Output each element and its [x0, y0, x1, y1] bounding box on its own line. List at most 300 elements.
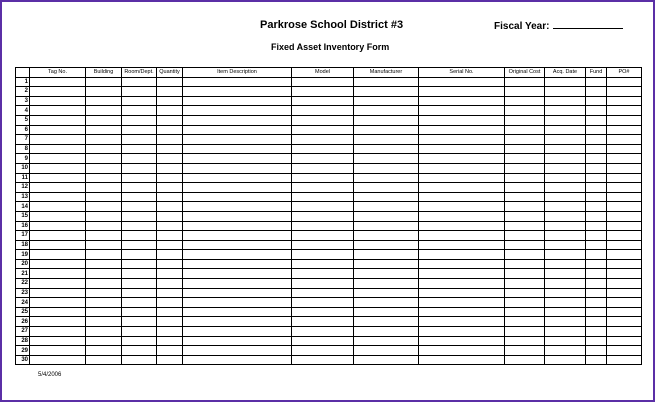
table-cell[interactable]: [86, 317, 122, 327]
table-cell[interactable]: [292, 317, 354, 327]
table-cell[interactable]: [183, 173, 292, 183]
table-cell[interactable]: [86, 336, 122, 346]
table-cell[interactable]: [86, 135, 122, 145]
table-cell[interactable]: [545, 211, 586, 221]
table-cell[interactable]: [157, 173, 183, 183]
table-cell[interactable]: [354, 327, 419, 337]
table-cell[interactable]: [157, 211, 183, 221]
table-cell[interactable]: [183, 125, 292, 135]
table-cell[interactable]: [354, 298, 419, 308]
table-cell[interactable]: [183, 298, 292, 308]
table-cell[interactable]: [419, 163, 505, 173]
table-cell[interactable]: [545, 317, 586, 327]
table-cell[interactable]: [292, 163, 354, 173]
table-cell[interactable]: [607, 317, 642, 327]
table-cell[interactable]: [419, 279, 505, 289]
table-cell[interactable]: [419, 87, 505, 97]
table-cell[interactable]: [505, 154, 545, 164]
table-cell[interactable]: [607, 202, 642, 212]
table-cell[interactable]: [30, 211, 86, 221]
table-cell[interactable]: [122, 173, 157, 183]
table-cell[interactable]: [505, 106, 545, 116]
table-cell[interactable]: [607, 288, 642, 298]
table-cell[interactable]: [122, 221, 157, 231]
table-cell[interactable]: [183, 87, 292, 97]
table-cell[interactable]: [545, 115, 586, 125]
table-cell[interactable]: [354, 135, 419, 145]
table-cell[interactable]: [122, 298, 157, 308]
table-cell[interactable]: [607, 298, 642, 308]
table-cell[interactable]: [505, 115, 545, 125]
table-cell[interactable]: [354, 231, 419, 241]
table-cell[interactable]: [419, 135, 505, 145]
table-cell[interactable]: [545, 202, 586, 212]
table-cell[interactable]: [607, 87, 642, 97]
table-cell[interactable]: [545, 240, 586, 250]
table-cell[interactable]: [419, 183, 505, 193]
table-cell[interactable]: [505, 183, 545, 193]
table-cell[interactable]: [607, 240, 642, 250]
table-cell[interactable]: [419, 154, 505, 164]
table-cell[interactable]: [607, 192, 642, 202]
table-cell[interactable]: [86, 211, 122, 221]
table-cell[interactable]: [157, 327, 183, 337]
table-cell[interactable]: [607, 96, 642, 106]
table-cell[interactable]: [292, 298, 354, 308]
table-cell[interactable]: [505, 231, 545, 241]
table-cell[interactable]: [586, 259, 607, 269]
table-cell[interactable]: [419, 336, 505, 346]
table-cell[interactable]: [157, 240, 183, 250]
table-cell[interactable]: [354, 279, 419, 289]
table-cell[interactable]: [586, 231, 607, 241]
table-cell[interactable]: [157, 355, 183, 365]
table-cell[interactable]: [419, 259, 505, 269]
table-cell[interactable]: [419, 250, 505, 260]
table-cell[interactable]: [586, 269, 607, 279]
table-cell[interactable]: [354, 346, 419, 356]
table-cell[interactable]: [545, 154, 586, 164]
table-cell[interactable]: [354, 336, 419, 346]
table-cell[interactable]: [183, 135, 292, 145]
table-cell[interactable]: [157, 106, 183, 116]
table-cell[interactable]: [586, 96, 607, 106]
table-cell[interactable]: [586, 327, 607, 337]
table-cell[interactable]: [292, 183, 354, 193]
table-cell[interactable]: [157, 231, 183, 241]
table-cell[interactable]: [183, 106, 292, 116]
table-cell[interactable]: [419, 327, 505, 337]
table-cell[interactable]: [157, 163, 183, 173]
table-cell[interactable]: [122, 259, 157, 269]
table-cell[interactable]: [505, 211, 545, 221]
table-cell[interactable]: [122, 154, 157, 164]
table-cell[interactable]: [30, 192, 86, 202]
table-cell[interactable]: [545, 221, 586, 231]
table-cell[interactable]: [30, 77, 86, 87]
table-cell[interactable]: [586, 288, 607, 298]
table-cell[interactable]: [505, 87, 545, 97]
table-cell[interactable]: [157, 135, 183, 145]
table-cell[interactable]: [183, 183, 292, 193]
table-cell[interactable]: [505, 250, 545, 260]
table-cell[interactable]: [183, 163, 292, 173]
table-cell[interactable]: [586, 211, 607, 221]
table-cell[interactable]: [354, 144, 419, 154]
table-cell[interactable]: [122, 87, 157, 97]
table-cell[interactable]: [354, 154, 419, 164]
table-cell[interactable]: [505, 269, 545, 279]
table-cell[interactable]: [30, 355, 86, 365]
table-cell[interactable]: [545, 192, 586, 202]
table-cell[interactable]: [607, 307, 642, 317]
table-cell[interactable]: [86, 154, 122, 164]
table-cell[interactable]: [157, 317, 183, 327]
table-cell[interactable]: [545, 87, 586, 97]
table-cell[interactable]: [419, 269, 505, 279]
table-cell[interactable]: [292, 211, 354, 221]
table-cell[interactable]: [86, 192, 122, 202]
table-cell[interactable]: [30, 96, 86, 106]
table-cell[interactable]: [183, 336, 292, 346]
table-cell[interactable]: [586, 307, 607, 317]
table-cell[interactable]: [86, 307, 122, 317]
table-cell[interactable]: [545, 279, 586, 289]
table-cell[interactable]: [586, 106, 607, 116]
table-cell[interactable]: [292, 125, 354, 135]
table-cell[interactable]: [183, 77, 292, 87]
table-cell[interactable]: [586, 125, 607, 135]
table-cell[interactable]: [30, 259, 86, 269]
table-cell[interactable]: [86, 173, 122, 183]
table-cell[interactable]: [505, 125, 545, 135]
table-cell[interactable]: [157, 250, 183, 260]
table-cell[interactable]: [183, 115, 292, 125]
table-cell[interactable]: [354, 288, 419, 298]
table-cell[interactable]: [122, 346, 157, 356]
table-cell[interactable]: [607, 154, 642, 164]
table-cell[interactable]: [292, 144, 354, 154]
table-cell[interactable]: [30, 279, 86, 289]
table-cell[interactable]: [30, 163, 86, 173]
table-cell[interactable]: [586, 336, 607, 346]
table-cell[interactable]: [419, 192, 505, 202]
table-cell[interactable]: [122, 144, 157, 154]
table-cell[interactable]: [183, 211, 292, 221]
table-cell[interactable]: [86, 221, 122, 231]
table-cell[interactable]: [419, 77, 505, 87]
table-cell[interactable]: [292, 346, 354, 356]
table-cell[interactable]: [157, 115, 183, 125]
table-cell[interactable]: [607, 144, 642, 154]
table-cell[interactable]: [86, 106, 122, 116]
table-cell[interactable]: [157, 336, 183, 346]
table-cell[interactable]: [419, 288, 505, 298]
table-cell[interactable]: [86, 346, 122, 356]
table-cell[interactable]: [183, 202, 292, 212]
table-cell[interactable]: [607, 173, 642, 183]
table-cell[interactable]: [505, 279, 545, 289]
table-cell[interactable]: [607, 163, 642, 173]
table-cell[interactable]: [292, 192, 354, 202]
table-cell[interactable]: [607, 211, 642, 221]
table-cell[interactable]: [354, 211, 419, 221]
table-cell[interactable]: [505, 77, 545, 87]
table-cell[interactable]: [157, 288, 183, 298]
table-cell[interactable]: [30, 317, 86, 327]
table-cell[interactable]: [157, 183, 183, 193]
table-cell[interactable]: [30, 298, 86, 308]
table-cell[interactable]: [545, 250, 586, 260]
table-cell[interactable]: [505, 202, 545, 212]
table-cell[interactable]: [545, 327, 586, 337]
table-cell[interactable]: [292, 307, 354, 317]
table-cell[interactable]: [157, 221, 183, 231]
table-cell[interactable]: [86, 77, 122, 87]
table-cell[interactable]: [183, 240, 292, 250]
table-cell[interactable]: [86, 279, 122, 289]
table-cell[interactable]: [419, 96, 505, 106]
table-cell[interactable]: [607, 183, 642, 193]
table-cell[interactable]: [30, 106, 86, 116]
table-cell[interactable]: [122, 135, 157, 145]
table-cell[interactable]: [505, 163, 545, 173]
table-cell[interactable]: [292, 173, 354, 183]
table-cell[interactable]: [183, 154, 292, 164]
table-cell[interactable]: [586, 183, 607, 193]
table-cell[interactable]: [505, 259, 545, 269]
table-cell[interactable]: [30, 307, 86, 317]
table-cell[interactable]: [505, 346, 545, 356]
table-cell[interactable]: [607, 327, 642, 337]
table-cell[interactable]: [586, 346, 607, 356]
table-cell[interactable]: [292, 336, 354, 346]
table-cell[interactable]: [545, 298, 586, 308]
table-cell[interactable]: [157, 259, 183, 269]
table-cell[interactable]: [545, 163, 586, 173]
table-cell[interactable]: [545, 259, 586, 269]
table-cell[interactable]: [86, 259, 122, 269]
table-cell[interactable]: [122, 115, 157, 125]
table-cell[interactable]: [183, 250, 292, 260]
table-cell[interactable]: [505, 96, 545, 106]
table-cell[interactable]: [183, 96, 292, 106]
table-cell[interactable]: [30, 346, 86, 356]
table-cell[interactable]: [157, 192, 183, 202]
table-cell[interactable]: [86, 269, 122, 279]
table-cell[interactable]: [419, 173, 505, 183]
table-cell[interactable]: [354, 115, 419, 125]
table-cell[interactable]: [30, 202, 86, 212]
table-cell[interactable]: [505, 298, 545, 308]
table-cell[interactable]: [586, 144, 607, 154]
table-cell[interactable]: [607, 346, 642, 356]
table-cell[interactable]: [354, 202, 419, 212]
table-cell[interactable]: [183, 317, 292, 327]
table-cell[interactable]: [122, 336, 157, 346]
table-cell[interactable]: [607, 269, 642, 279]
table-cell[interactable]: [292, 202, 354, 212]
table-cell[interactable]: [30, 87, 86, 97]
table-cell[interactable]: [545, 346, 586, 356]
table-cell[interactable]: [545, 144, 586, 154]
table-cell[interactable]: [86, 144, 122, 154]
table-cell[interactable]: [586, 279, 607, 289]
table-cell[interactable]: [354, 250, 419, 260]
table-cell[interactable]: [505, 317, 545, 327]
table-cell[interactable]: [183, 192, 292, 202]
table-cell[interactable]: [157, 125, 183, 135]
table-cell[interactable]: [505, 288, 545, 298]
table-cell[interactable]: [354, 173, 419, 183]
table-cell[interactable]: [30, 154, 86, 164]
table-cell[interactable]: [292, 279, 354, 289]
table-cell[interactable]: [586, 192, 607, 202]
table-cell[interactable]: [122, 307, 157, 317]
table-cell[interactable]: [607, 115, 642, 125]
table-cell[interactable]: [30, 240, 86, 250]
table-cell[interactable]: [505, 355, 545, 365]
table-cell[interactable]: [545, 183, 586, 193]
table-cell[interactable]: [183, 221, 292, 231]
table-cell[interactable]: [505, 144, 545, 154]
table-cell[interactable]: [354, 125, 419, 135]
table-cell[interactable]: [122, 183, 157, 193]
table-cell[interactable]: [30, 125, 86, 135]
table-cell[interactable]: [545, 288, 586, 298]
table-cell[interactable]: [419, 307, 505, 317]
table-cell[interactable]: [354, 77, 419, 87]
table-cell[interactable]: [586, 202, 607, 212]
table-cell[interactable]: [354, 355, 419, 365]
table-cell[interactable]: [354, 87, 419, 97]
table-cell[interactable]: [354, 269, 419, 279]
table-cell[interactable]: [183, 288, 292, 298]
table-cell[interactable]: [292, 259, 354, 269]
table-cell[interactable]: [586, 298, 607, 308]
table-cell[interactable]: [545, 173, 586, 183]
table-cell[interactable]: [607, 231, 642, 241]
table-cell[interactable]: [586, 173, 607, 183]
table-cell[interactable]: [419, 106, 505, 116]
table-cell[interactable]: [505, 221, 545, 231]
table-cell[interactable]: [292, 355, 354, 365]
table-cell[interactable]: [586, 317, 607, 327]
table-cell[interactable]: [122, 327, 157, 337]
table-cell[interactable]: [86, 125, 122, 135]
table-cell[interactable]: [419, 317, 505, 327]
table-cell[interactable]: [607, 259, 642, 269]
table-cell[interactable]: [586, 221, 607, 231]
table-cell[interactable]: [30, 288, 86, 298]
table-cell[interactable]: [607, 250, 642, 260]
table-cell[interactable]: [30, 250, 86, 260]
table-cell[interactable]: [419, 211, 505, 221]
table-cell[interactable]: [122, 202, 157, 212]
table-cell[interactable]: [292, 115, 354, 125]
table-cell[interactable]: [122, 355, 157, 365]
table-cell[interactable]: [505, 135, 545, 145]
table-cell[interactable]: [607, 355, 642, 365]
table-cell[interactable]: [545, 96, 586, 106]
table-cell[interactable]: [354, 259, 419, 269]
table-cell[interactable]: [183, 231, 292, 241]
table-cell[interactable]: [122, 250, 157, 260]
table-cell[interactable]: [419, 115, 505, 125]
table-cell[interactable]: [419, 355, 505, 365]
table-cell[interactable]: [607, 77, 642, 87]
table-cell[interactable]: [122, 106, 157, 116]
table-cell[interactable]: [586, 87, 607, 97]
table-cell[interactable]: [157, 77, 183, 87]
table-cell[interactable]: [545, 135, 586, 145]
table-cell[interactable]: [607, 221, 642, 231]
table-cell[interactable]: [86, 250, 122, 260]
table-cell[interactable]: [30, 115, 86, 125]
table-cell[interactable]: [30, 173, 86, 183]
table-cell[interactable]: [586, 135, 607, 145]
table-cell[interactable]: [86, 355, 122, 365]
table-cell[interactable]: [86, 202, 122, 212]
table-cell[interactable]: [545, 231, 586, 241]
table-cell[interactable]: [545, 106, 586, 116]
table-cell[interactable]: [419, 125, 505, 135]
table-cell[interactable]: [419, 231, 505, 241]
table-cell[interactable]: [157, 298, 183, 308]
table-cell[interactable]: [157, 346, 183, 356]
table-cell[interactable]: [30, 231, 86, 241]
table-cell[interactable]: [419, 221, 505, 231]
table-cell[interactable]: [292, 154, 354, 164]
table-cell[interactable]: [354, 183, 419, 193]
table-cell[interactable]: [586, 154, 607, 164]
table-cell[interactable]: [292, 135, 354, 145]
table-cell[interactable]: [157, 144, 183, 154]
table-cell[interactable]: [183, 259, 292, 269]
table-cell[interactable]: [122, 288, 157, 298]
table-cell[interactable]: [545, 307, 586, 317]
table-cell[interactable]: [30, 144, 86, 154]
table-cell[interactable]: [30, 269, 86, 279]
table-cell[interactable]: [586, 355, 607, 365]
table-cell[interactable]: [157, 87, 183, 97]
table-cell[interactable]: [30, 327, 86, 337]
table-cell[interactable]: [505, 307, 545, 317]
table-cell[interactable]: [183, 327, 292, 337]
table-cell[interactable]: [122, 231, 157, 241]
table-cell[interactable]: [292, 231, 354, 241]
table-cell[interactable]: [354, 240, 419, 250]
table-cell[interactable]: [545, 125, 586, 135]
table-cell[interactable]: [607, 125, 642, 135]
table-cell[interactable]: [292, 269, 354, 279]
table-cell[interactable]: [419, 298, 505, 308]
table-cell[interactable]: [122, 77, 157, 87]
table-cell[interactable]: [586, 77, 607, 87]
table-cell[interactable]: [183, 346, 292, 356]
table-cell[interactable]: [292, 96, 354, 106]
table-cell[interactable]: [545, 77, 586, 87]
table-cell[interactable]: [86, 231, 122, 241]
table-cell[interactable]: [122, 279, 157, 289]
table-cell[interactable]: [122, 317, 157, 327]
table-cell[interactable]: [505, 327, 545, 337]
table-cell[interactable]: [292, 106, 354, 116]
table-cell[interactable]: [157, 96, 183, 106]
table-cell[interactable]: [354, 106, 419, 116]
table-cell[interactable]: [183, 269, 292, 279]
table-cell[interactable]: [292, 87, 354, 97]
